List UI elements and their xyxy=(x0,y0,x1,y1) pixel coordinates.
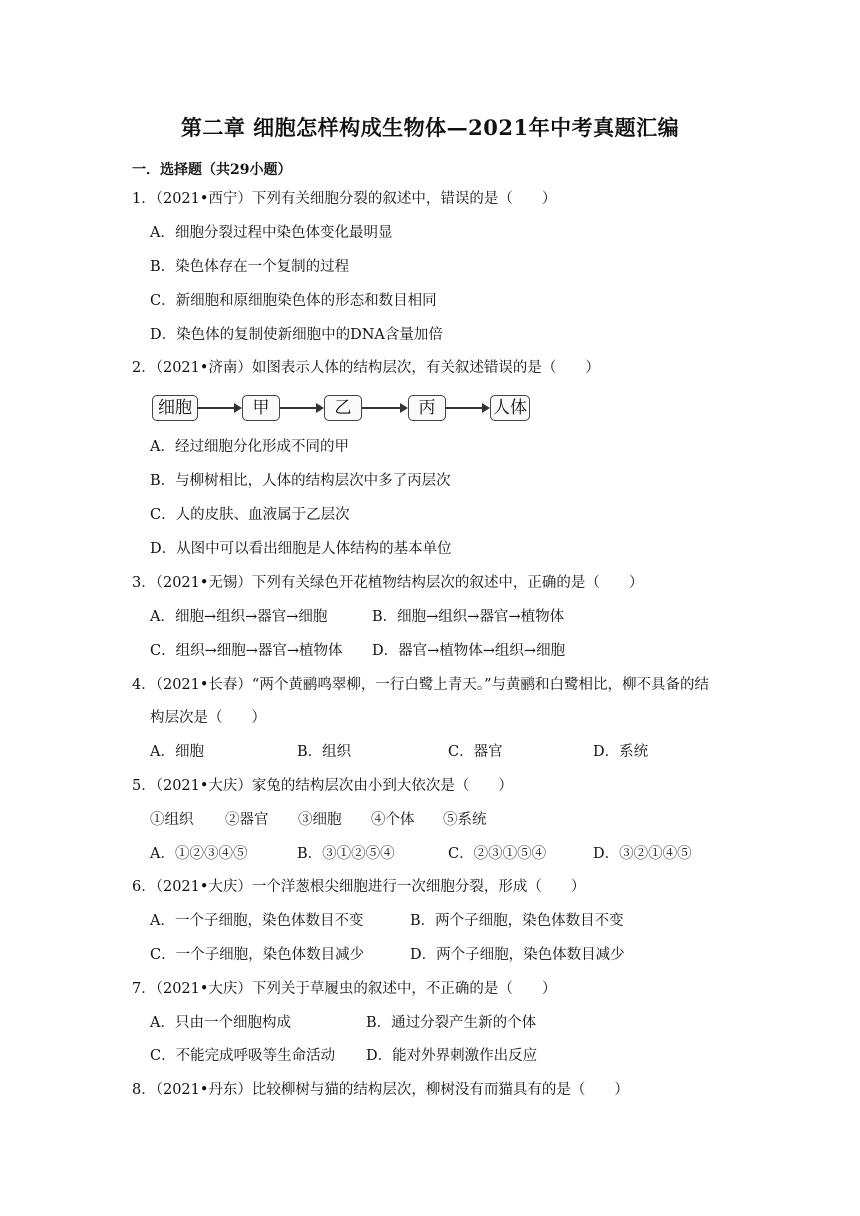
question-7-option-d: D．能对外界刺激作出反应 xyxy=(366,1048,538,1064)
section-heading: 一．选择题（共29小题） xyxy=(132,162,292,178)
question-3-option-b: B．细胞→组织→器官→植物体 xyxy=(372,609,565,625)
question-2-option-b: B．与柳树相比，人体的结构层次中多了丙层次 xyxy=(150,473,451,489)
question-3-option-d: D．器官→植物体→组织→细胞 xyxy=(372,643,566,659)
diagram-arrow xyxy=(362,407,406,409)
page-title: 第二章 细胞怎样构成生物体—2021年中考真题汇编 xyxy=(180,115,680,140)
question-1-option-a: A．细胞分裂过程中染色体变化最明显 xyxy=(150,225,393,241)
question-3-option-c: C．组织→细胞→器官→植物体 xyxy=(150,643,343,659)
question-6-option-c: C．一个子细胞，染色体数目减少 xyxy=(150,947,365,963)
diagram-arrow xyxy=(280,407,322,409)
question-4-option-b: B．组织 xyxy=(297,744,352,760)
question-4-option-a: A．细胞 xyxy=(150,744,204,760)
question-5-item-1: ①组织 xyxy=(150,812,194,828)
question-2-stem: 2．（2021•济南）如图表示人体的结构层次，有关叙述错误的是（ ） xyxy=(132,360,600,376)
question-5-item-2: ②器官 xyxy=(225,812,269,828)
question-5-option-b: B．③①②⑤④ xyxy=(297,846,395,862)
diagram-box-bing: 丙 xyxy=(408,395,446,421)
diagram-arrow xyxy=(198,407,240,409)
diagram-box-human: 人体 xyxy=(490,395,530,421)
question-2-option-c: C．人的皮肤、血液属于乙层次 xyxy=(150,507,350,523)
question-2-option-a: A．经过细胞分化形成不同的甲 xyxy=(150,439,349,455)
question-5-item-3: ③细胞 xyxy=(298,812,342,828)
question-2-option-d: D．从图中可以看出细胞是人体结构的基本单位 xyxy=(150,541,452,557)
question-4-stem: 4．（2021•长春）“两个黄鹂鸣翠柳，一行白鹭上青天。”与黄鹂和白鹭相比，柳不具备的结 xyxy=(132,677,710,693)
diagram-box-jia: 甲 xyxy=(242,395,280,421)
structure-level-diagram xyxy=(150,393,530,423)
question-1-stem: 1．（2021•西宁）下列有关细胞分裂的叙述中，错误的是（ ） xyxy=(132,191,557,207)
question-1-option-c: C．新细胞和原细胞染色体的形态和数目相同 xyxy=(150,293,437,309)
question-8-stem: 8．（2021•丹东）比较柳树与猫的结构层次，柳树没有而猫具有的是（ ） xyxy=(132,1082,629,1098)
question-7-option-c: C．不能完成呼吸等生命活动 xyxy=(150,1048,336,1064)
diagram-box-cell: 细胞 xyxy=(152,395,198,421)
question-5-item-4: ④个体 xyxy=(371,812,415,828)
question-3-stem: 3．（2021•无锡）下列有关绿色开花植物结构层次的叙述中，正确的是（ ） xyxy=(132,575,644,591)
question-7-stem: 7．（2021•大庆）下列关于草履虫的叙述中，不正确的是（ ） xyxy=(132,981,557,997)
question-5-option-a: A．①②③④⑤ xyxy=(150,846,248,862)
question-6-option-b: B．两个子细胞，染色体数目不变 xyxy=(410,913,624,929)
question-5-option-c: C．②③①⑤④ xyxy=(448,846,547,862)
question-6-option-a: A．一个子细胞，染色体数目不变 xyxy=(150,913,364,929)
question-4-option-c: C．器官 xyxy=(448,744,503,760)
question-3-option-a: A．细胞→组织→器官→细胞 xyxy=(150,609,328,625)
question-5-item-5: ⑤系统 xyxy=(443,812,487,828)
question-6-stem: 6．（2021•大庆）一个洋葱根尖细胞进行一次细胞分裂，形成（ ） xyxy=(132,879,586,895)
diagram-arrow xyxy=(446,407,488,409)
question-1-option-d: D．染色体的复制使新细胞中的DNA含量加倍 xyxy=(150,327,443,343)
question-5-stem: 5．（2021•大庆）家兔的结构层次由小到大依次是（ ） xyxy=(132,778,513,794)
question-1-option-b: B．染色体存在一个复制的过程 xyxy=(150,259,350,275)
question-6-option-d: D．两个子细胞，染色体数目减少 xyxy=(410,947,625,963)
question-7-option-a: A．只由一个细胞构成 xyxy=(150,1015,291,1031)
question-4-stem-continued: 构层次是（ ） xyxy=(150,710,266,726)
diagram-box-yi: 乙 xyxy=(324,395,362,421)
question-4-option-d: D．系统 xyxy=(593,744,649,760)
question-5-option-d: D．③②①④⑤ xyxy=(593,846,692,862)
question-7-option-b: B．通过分裂产生新的个体 xyxy=(366,1015,537,1031)
